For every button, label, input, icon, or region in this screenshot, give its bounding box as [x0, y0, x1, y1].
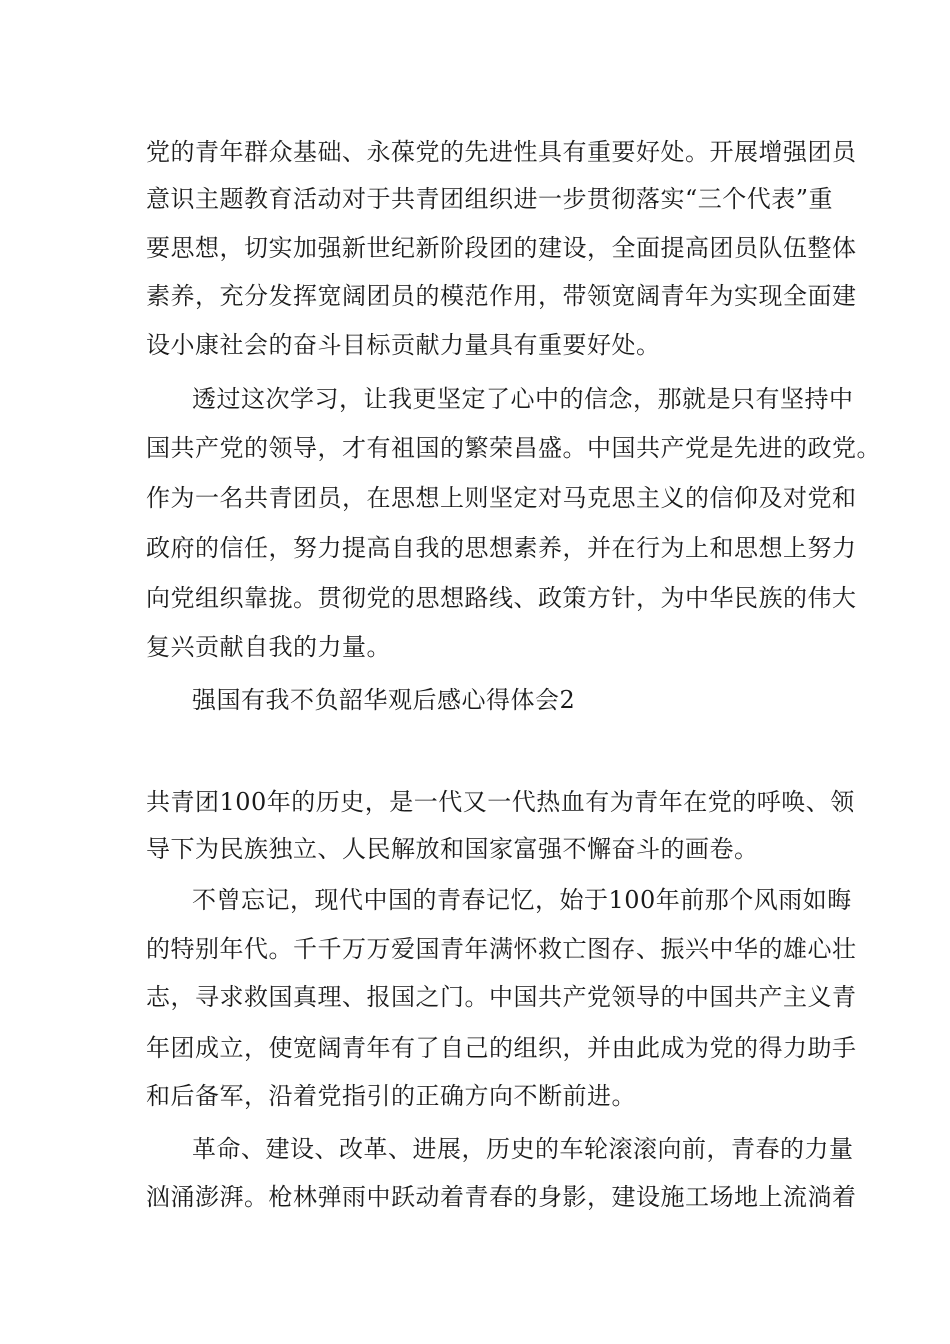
text-line: 和后备军，沿着党指引的正确方向不断前进。 — [146, 1082, 636, 1110]
text-line: 导下为民族独立、人民解放和国家富强不懈奋斗的画卷。 — [146, 835, 759, 863]
text-line: 汹涌澎湃。枪林弹雨中跃动着青春的身影，建设施工场地上流淌着 — [146, 1183, 857, 1211]
text-line: 国共产党的领导，才有祖国的繁荣昌盛。中国共产党是先进的政党。 — [146, 434, 881, 462]
text-line: 志，寻求救国真理、报国之门。中国共产党领导的中国共产主义青 — [146, 983, 857, 1011]
text-line: 共青团100年的历史，是一代又一代热血有为青年在党的呼唤、领 — [146, 788, 855, 816]
text-line: 复兴贡献自我的力量。 — [146, 633, 391, 661]
text-line: 年团成立，使宽阔青年有了自己的组织，并由此成为党的得力助手 — [146, 1034, 857, 1062]
text-line: 设小康社会的奋斗目标贡献力量具有重要好处。 — [146, 331, 661, 359]
text-line: 意识主题教育活动对于共青团组织进一步贯彻落实“三个代表”重 — [146, 185, 834, 213]
text-line: 向党组织靠拢。贯彻党的思想路线、政策方针，为中华民族的伟大 — [146, 584, 857, 612]
paragraph-first-line: 透过这次学习，让我更坚定了心中的信念，那就是只有坚持中 — [192, 385, 854, 413]
paragraph-first-line: 不曾忘记，现代中国的青春记忆，始于100年前那个风雨如晦 — [192, 886, 852, 914]
text-line: 要思想，切实加强新世纪新阶段团的建设，全面提高团员队伍整体 — [146, 234, 857, 262]
text-line: 作为一名共青团员，在思想上则坚定对马克思主义的信仰及对党和 — [146, 484, 857, 512]
paragraph-first-line: 革命、建设、改革、进展，历史的车轮滚滚向前，青春的力量 — [192, 1135, 854, 1163]
text-line: 的特别年代。千千万万爱国青年满怀救亡图存、振兴中华的雄心壮 — [146, 935, 857, 963]
text-line: 素养，充分发挥宽阔团员的模范作用，带领宽阔青年为实现全面建 — [146, 282, 857, 310]
section-heading: 强国有我不负韶华观后感心得体会2 — [192, 686, 576, 714]
text-line: 党的青年群众基础、永葆党的先进性具有重要好处。开展增强团员 — [146, 138, 857, 166]
text-line: 政府的信任，努力提高自我的思想素养，并在行为上和思想上努力 — [146, 534, 857, 562]
